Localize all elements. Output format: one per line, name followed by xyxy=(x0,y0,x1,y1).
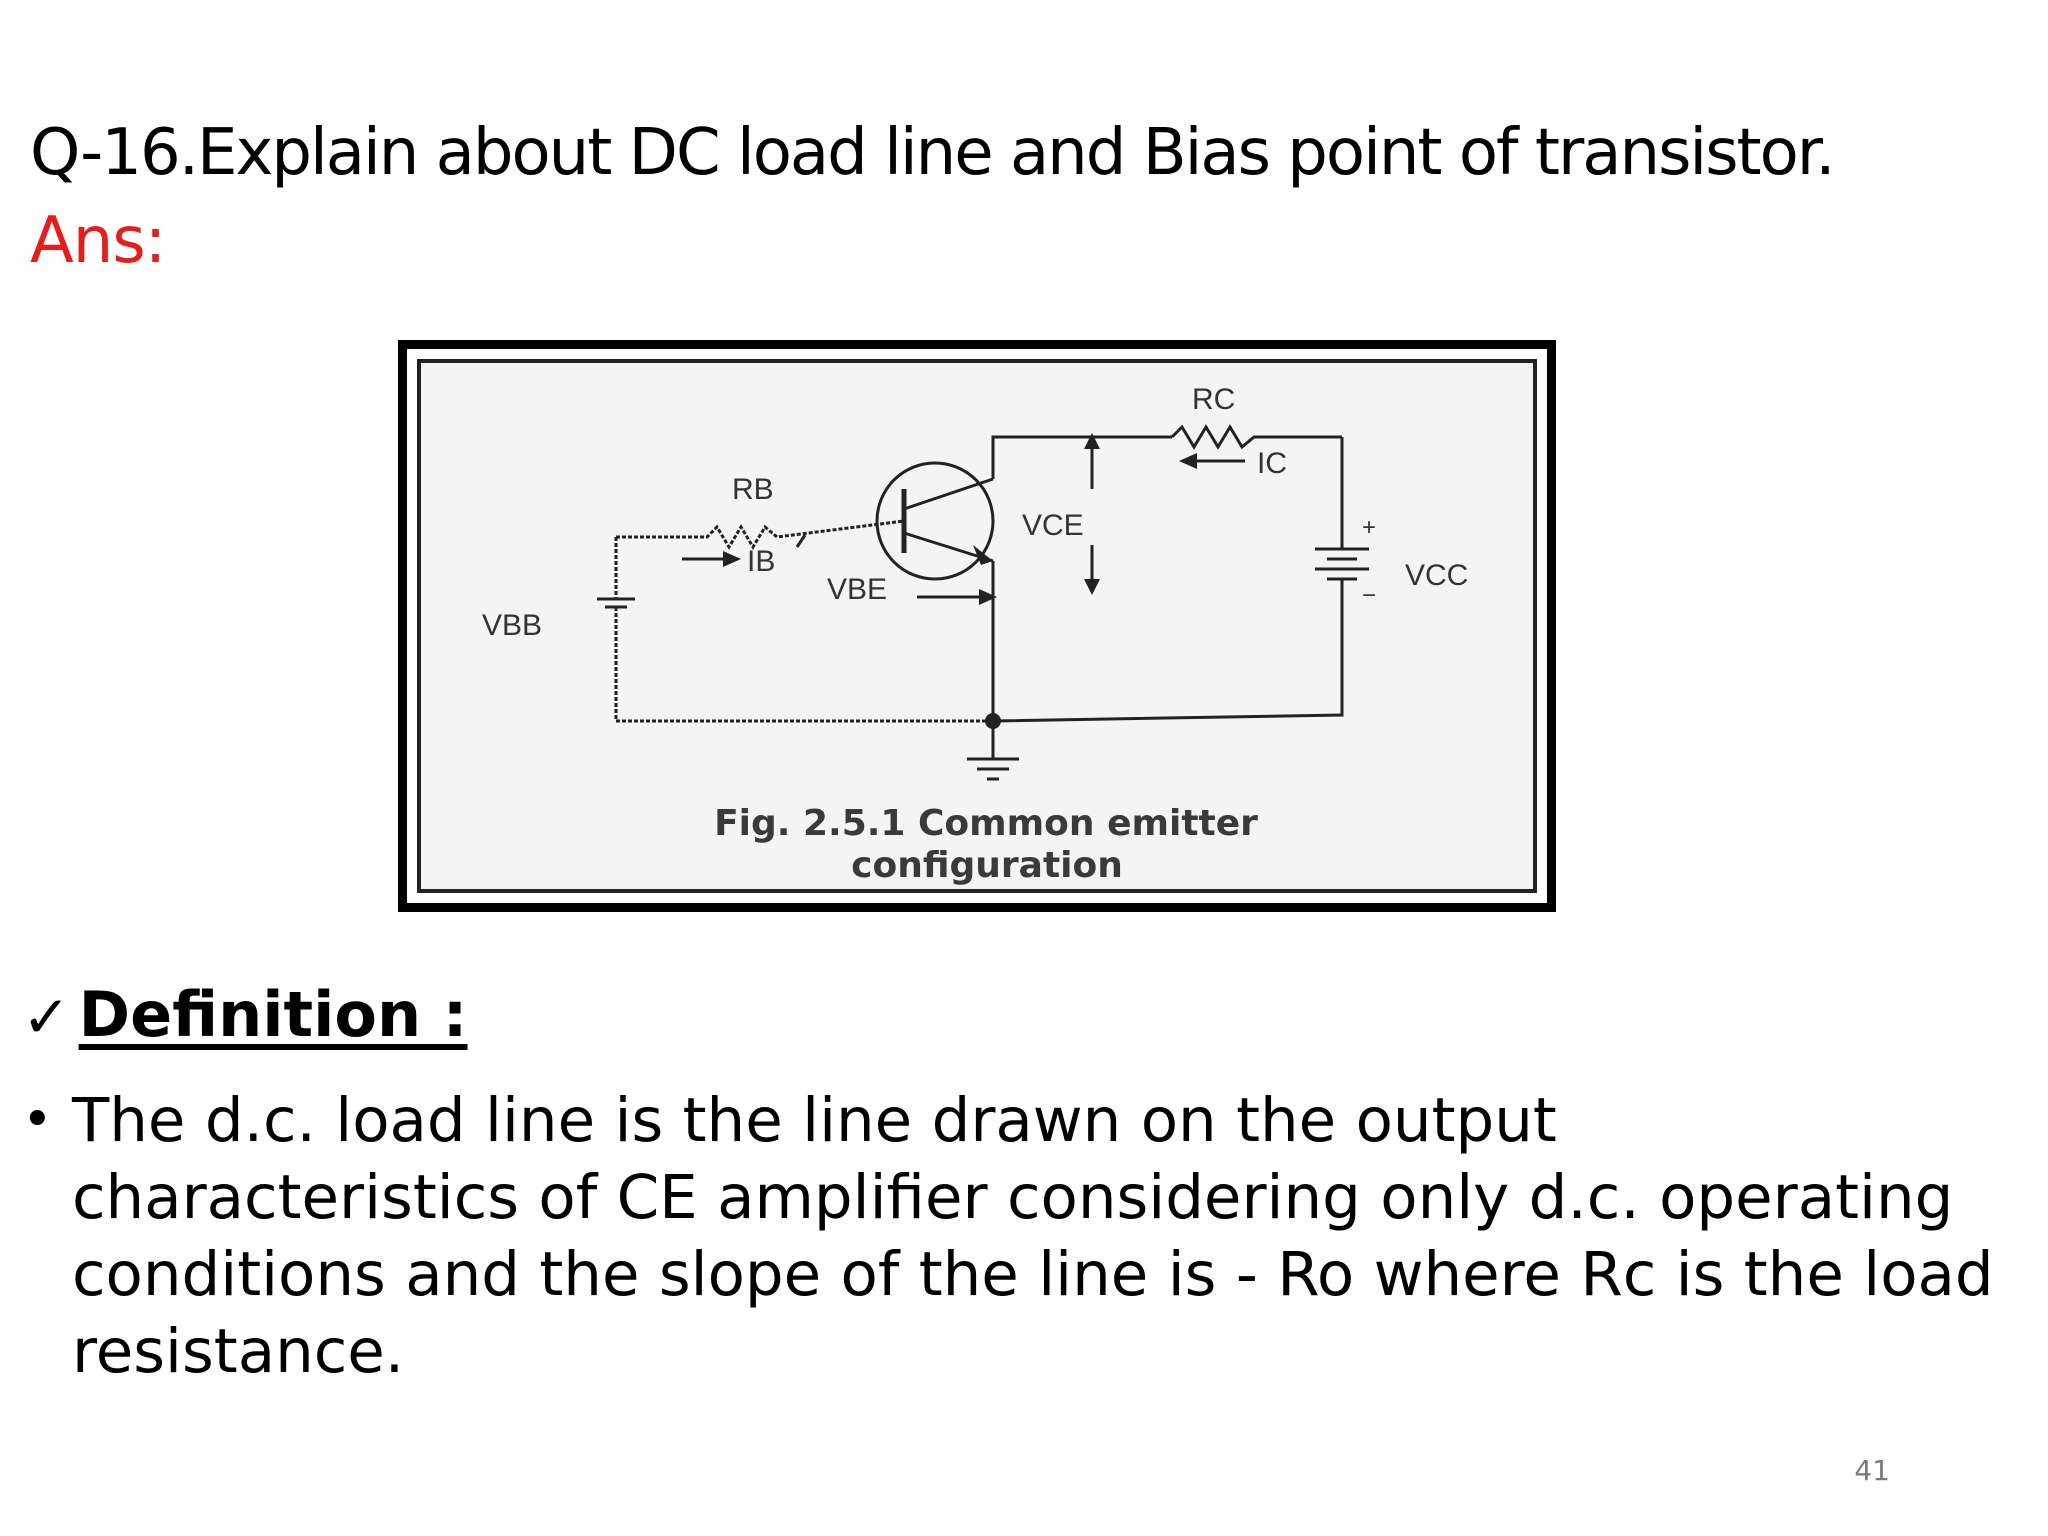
definition-bullet xyxy=(22,1082,2012,1390)
circuit-figure xyxy=(398,340,1556,912)
ic-label: IC xyxy=(1257,447,1287,480)
vbb-label: VBB xyxy=(482,609,543,642)
rb-label: RB xyxy=(732,473,774,506)
ic-arrow-head xyxy=(1179,453,1197,469)
ground-node xyxy=(985,713,1001,729)
vcc-minus-label: − xyxy=(1362,582,1377,609)
left-rail-bottom xyxy=(616,607,993,721)
vbe-label: VBE xyxy=(827,573,888,606)
transistor-collector-lead xyxy=(904,479,993,509)
vbe-tick xyxy=(797,535,805,547)
vce-label: VCE xyxy=(1022,509,1084,542)
vce-arrow-up-head xyxy=(1084,433,1100,449)
definition-text: The d.c. load line is the line drawn on the output characteristics of CE amplifier considering only d.c. operating conditions and the slope of the line is - Ro where Rc is the load resistance. xyxy=(72,1085,1994,1387)
checkmark-icon: ✓ xyxy=(22,983,71,1051)
collector-wire xyxy=(993,437,1172,479)
answer-label: Ans: xyxy=(30,204,166,278)
page-number: 41 xyxy=(1854,1454,1890,1487)
rc-resistor xyxy=(1172,427,1342,447)
rc-label: RC xyxy=(1192,383,1236,416)
right-rail-bottom xyxy=(993,579,1342,721)
vcc-label: VCC xyxy=(1405,559,1469,592)
definition-heading xyxy=(22,978,467,1051)
ib-label: IB xyxy=(747,545,776,578)
bullet-icon: • xyxy=(22,1090,53,1150)
rb-resistor-and-base-wire xyxy=(616,521,904,547)
vce-arrow-down-head xyxy=(1084,579,1100,595)
ib-arrow-head xyxy=(723,551,741,567)
definition-label: Definition : xyxy=(78,978,468,1051)
figure-caption-line2: configuration xyxy=(851,845,1123,886)
common-emitter-circuit-diagram xyxy=(407,349,1565,921)
slide-title: Q-16.Explain about DC load line and Bias point of transistor. xyxy=(30,116,1834,190)
figure-caption-line1: Fig. 2.5.1 Common emitter xyxy=(714,803,1258,844)
vcc-plus-label: + xyxy=(1362,514,1377,541)
